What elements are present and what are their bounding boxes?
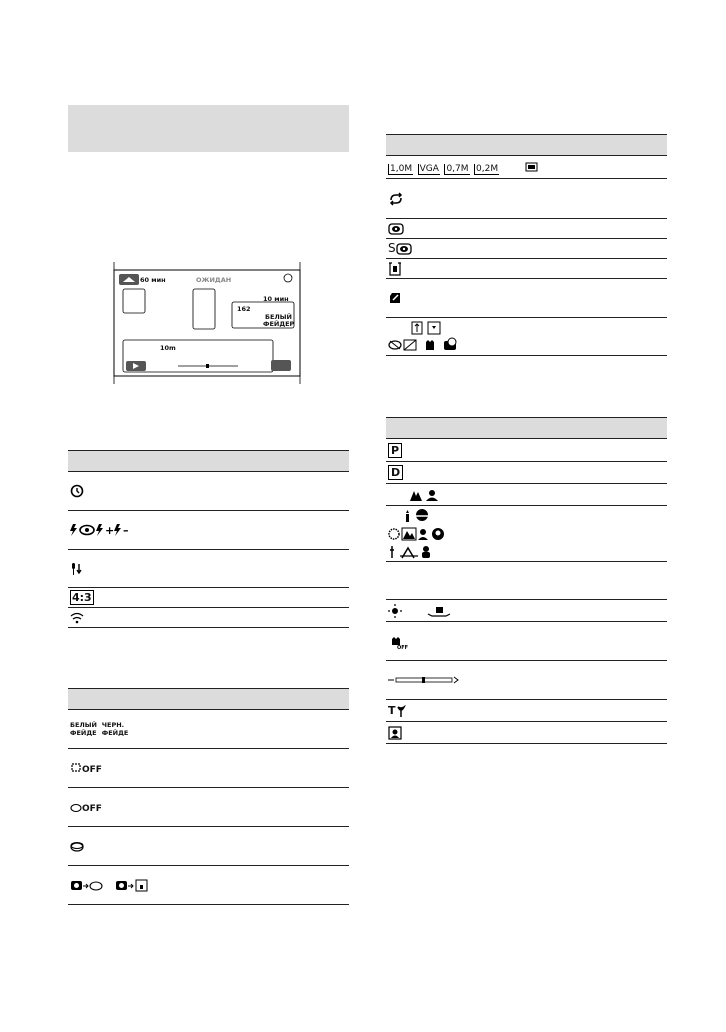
tele-macro-icon: T xyxy=(386,700,500,722)
color-slow-shutter-icon xyxy=(386,259,550,279)
picture-effect-icon: P xyxy=(386,439,500,462)
battery-time: 10 мин xyxy=(263,295,289,303)
white-balance-icons xyxy=(386,600,500,622)
repeat-icon xyxy=(386,179,550,219)
fader-line1: БЕЛЫЙ xyxy=(265,313,292,321)
shooting-guide-icon xyxy=(386,279,550,318)
steadyshot-off-icon xyxy=(386,622,500,661)
svg-text:–: – xyxy=(123,524,129,537)
hdd-icon xyxy=(68,827,162,866)
warning-icons xyxy=(386,318,550,356)
scene-modes-icons xyxy=(386,506,500,562)
status-text: ОЖИДАН xyxy=(196,276,232,284)
wind-filter-icon xyxy=(68,608,142,628)
photo-copy-icons xyxy=(68,866,162,905)
self-timer-icon xyxy=(68,472,142,511)
flash-icons xyxy=(68,511,142,550)
photo-count: 162 xyxy=(237,305,251,313)
backlight-icon xyxy=(386,722,500,744)
image-size-icons: 1,0M VGA 0,7M 0,2M xyxy=(386,156,550,179)
left-bottom-table xyxy=(68,688,349,905)
fader-icons: БЕЛЫЙ ФЕЙДЕ ЧЕРН. ФЕЙДЕ xyxy=(68,710,162,749)
mic-level-icon xyxy=(68,550,142,588)
nightshot-icon xyxy=(386,219,550,239)
digital-effect-icon: D xyxy=(386,462,500,484)
remaining-time: 60 мин xyxy=(140,276,166,284)
blank-row xyxy=(386,562,500,600)
fader-line2: ФЕЙДЕР xyxy=(263,320,295,328)
wide-select-icon: 4:3 xyxy=(68,588,142,608)
right-bottom-table xyxy=(386,417,667,744)
left-mid-table xyxy=(68,450,349,628)
super-nightshot-icon: S xyxy=(386,239,550,259)
right-top-table xyxy=(386,134,667,356)
scene-selection-icons xyxy=(386,484,500,506)
svg-text:OFF: OFF xyxy=(397,645,409,651)
timer-value: 10m xyxy=(160,344,176,352)
svg-text:+: + xyxy=(105,524,115,537)
exposure-bar-icon xyxy=(386,661,500,700)
hdd-off-icon: OFF xyxy=(68,788,162,827)
lcd-backlight-off-icon: OFF xyxy=(68,749,162,788)
section-header-box xyxy=(68,105,349,152)
